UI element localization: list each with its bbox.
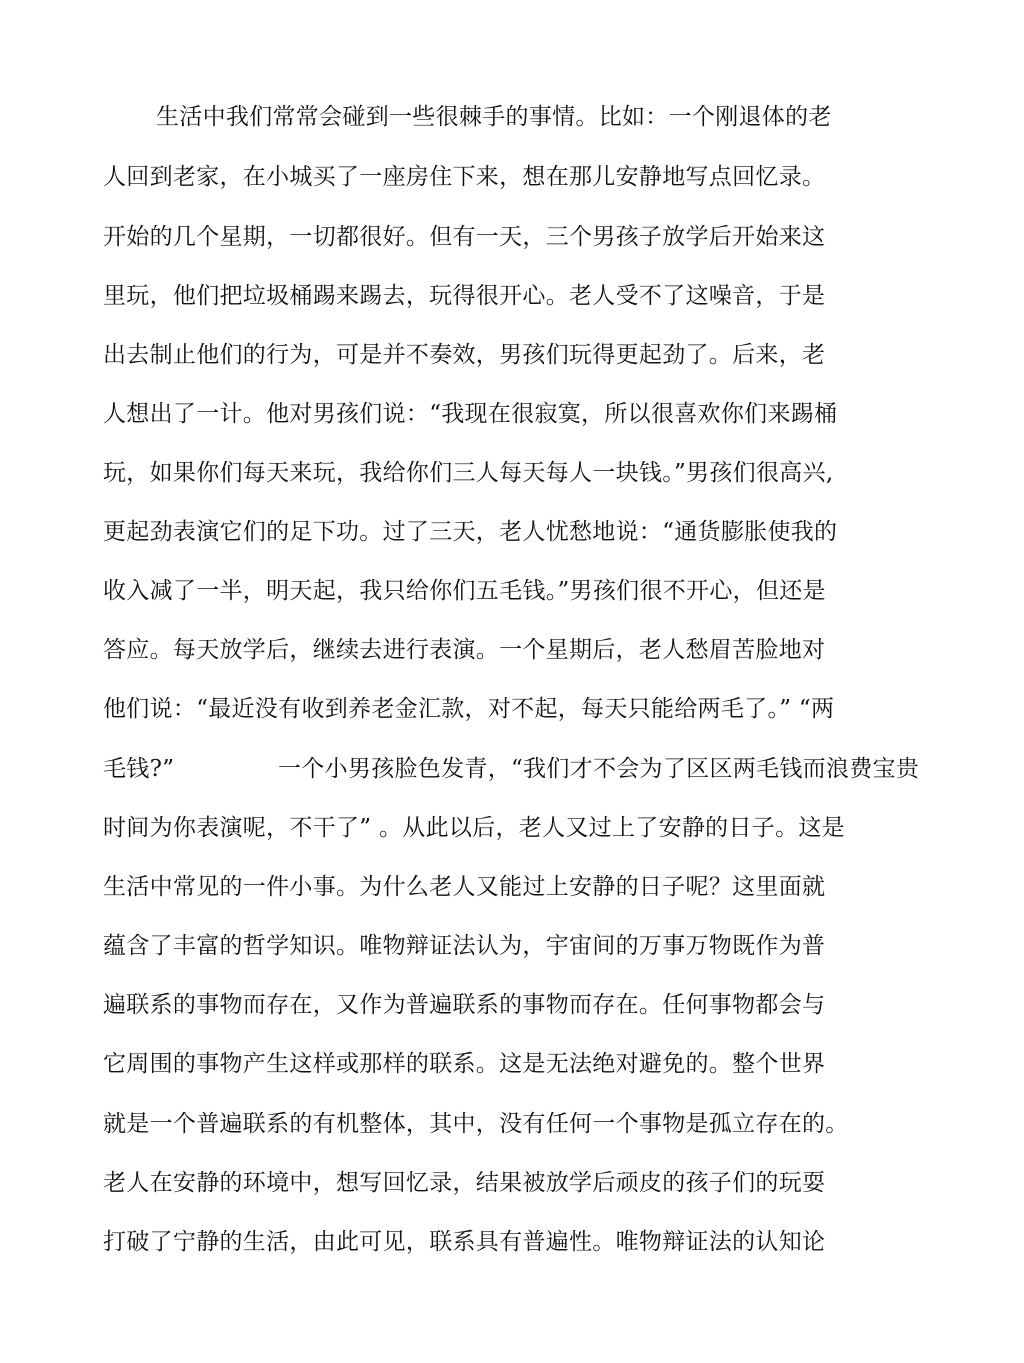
paragraph-line-18: 就是一个普遍联系的有机整体，其中，没有任何一个事物是孤立存在的。 <box>103 1111 849 1137</box>
line-12-segment-1: 毛钱?” <box>103 756 175 782</box>
paragraph-line-15: 蕴含了丰富的哲学知识。唯物辩证法认为，宇宙间的万事万物既作为普 <box>103 933 826 959</box>
line-12-segment-2: 一个小男孩脸色发青，“我们才不会为了区区两毛钱而浪费宝贵 <box>278 756 920 782</box>
paragraph-line-8: 更起劲表演它们的足下功。过了三天，老人忧愁地说：“通货膨胀使我的 <box>103 519 838 545</box>
paragraph-line-4: 里玩，他们把垃圾桶踢来踢去，玩得很开心。老人受不了这噪音，于是 <box>103 283 826 309</box>
paragraph-line-1: 生活中我们常常会碰到一些很棘手的事情。比如：一个刚退体的老 <box>156 104 832 130</box>
paragraph-line-13: 时间为你表演呢，不干了” 。从此以后，老人又过上了安静的日子。这是 <box>103 815 845 841</box>
paragraph-line-19: 老人在安静的环境中，想写回忆录，结果被放学后顽皮的孩子们的玩耍 <box>103 1170 826 1196</box>
paragraph-line-9: 收入减了一半，明天起，我只给你们五毛钱。”男孩们很不开心，但还是 <box>103 578 826 604</box>
paragraph-line-12 <box>103 749 174 789</box>
paragraph-line-16: 遍联系的事物而存在，又作为普遍联系的事物而存在。任何事物都会与 <box>103 992 826 1018</box>
paragraph-line-14: 生活中常见的一件小事。为什么老人又能过上安静的日子呢？这里面就 <box>103 874 826 900</box>
paragraph-line-3: 开始的几个星期，一切都很好。但有一天，三个男孩子放学后开始来这 <box>103 224 826 250</box>
paragraph-line-6: 人想出了一计。他对男孩们说：“我现在很寂寞，所以很喜欢你们来踢桶 <box>103 401 838 427</box>
paragraph-line-7: 玩，如果你们每天来玩，我给你们三人每天每人一块钱。”男孩们很高兴, <box>103 460 834 486</box>
paragraph-line-20: 打破了宁静的生活，由此可见，联系具有普遍性。唯物辩证法的认知论 <box>103 1229 826 1255</box>
paragraph-line-17: 它周围的事物产生这样或那样的联系。这是无法绝对避免的。整个世界 <box>103 1051 826 1077</box>
paragraph-line-5: 出去制止他们的行为，可是并不奏效，男孩们玩得更起劲了。后来，老 <box>103 342 826 368</box>
paragraph-line-11: 他们说：“最近没有收到养老金汇款，对不起，每天只能给两毛了。” “两 <box>103 696 835 722</box>
paragraph-line-2: 人回到老家，在小城买了一座房住下来，想在那儿安静地写点回忆录。 <box>103 164 826 190</box>
paragraph-line-10: 答应。每天放学后，继续去进行表演。一个星期后，老人愁眉苦脸地对 <box>103 637 826 663</box>
